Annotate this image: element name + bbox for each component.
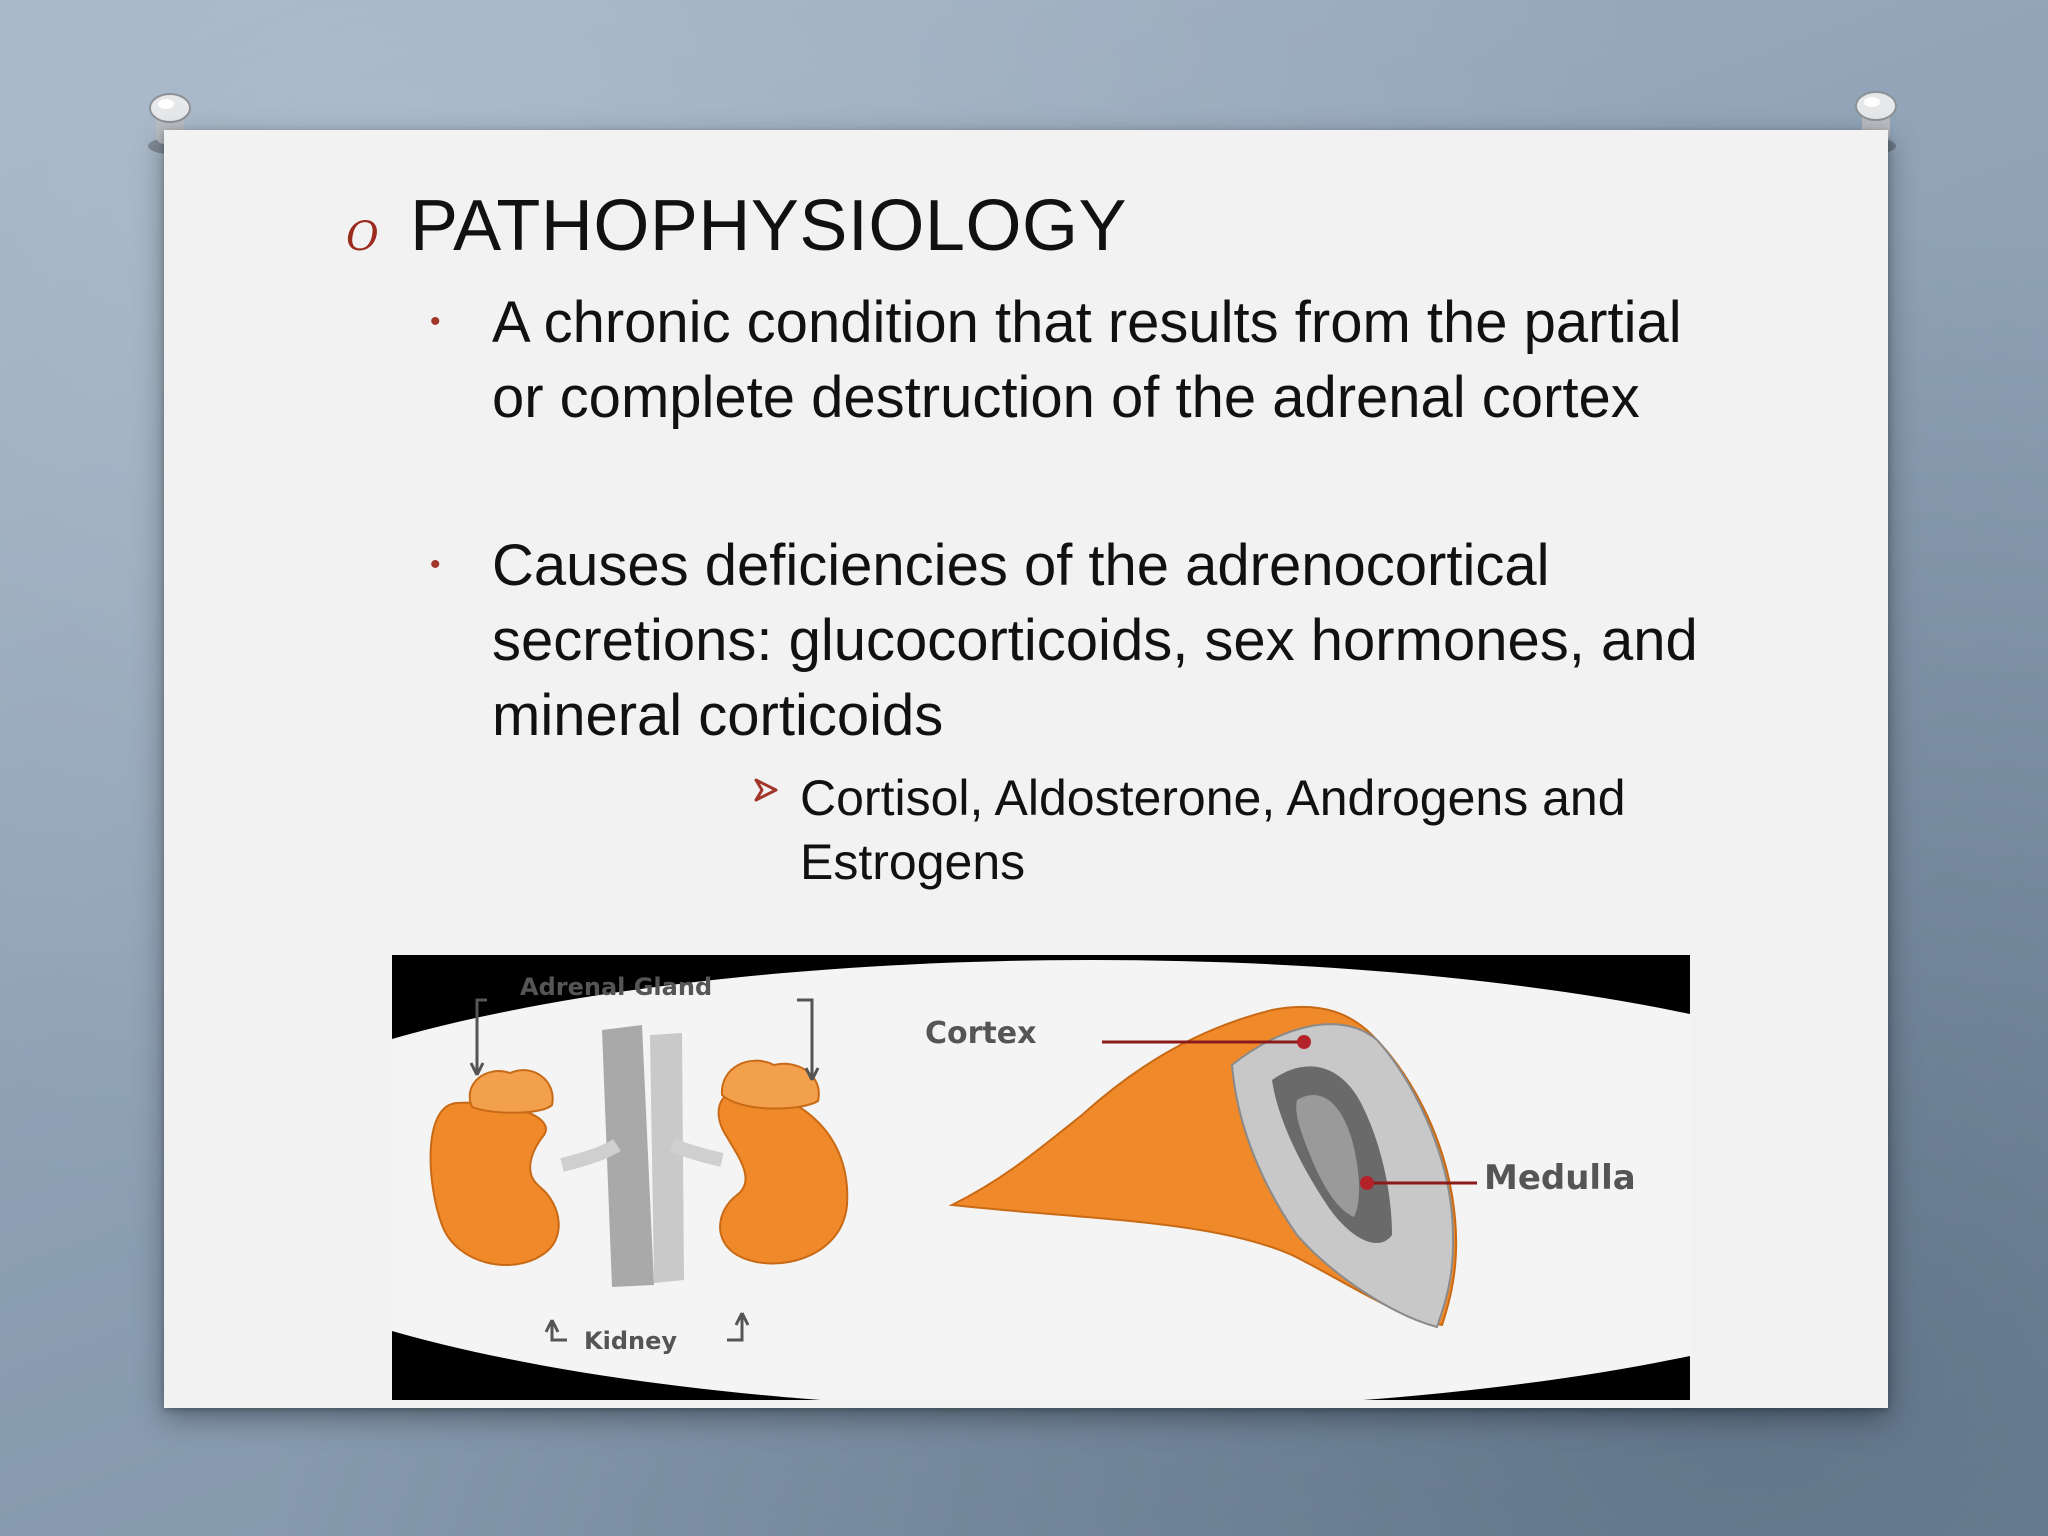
label-adrenal-gland: Adrenal Gland [520,973,713,1001]
bullet-dot-icon: • [430,305,441,338]
arrow-bullet-icon [752,776,780,804]
slide-heading [346,185,1127,267]
heading-marker-icon: O [346,214,379,260]
heading-title: PATHOPHYSIOLOGY [410,186,1127,266]
sub-bullet-text: Cortisol, Aldosterone, Androgens and Estrogens [800,770,1626,890]
cortex-marker-icon [1297,1035,1311,1049]
bullet-text: A chronic condition that results from the partial or complete destruction of the adrenal cortex [492,290,1682,430]
medulla-marker-icon [1360,1176,1374,1190]
label-cortex: Cortex [925,1016,1037,1051]
label-kidney: Kidney [584,1327,678,1355]
adrenal-gland-diagram [392,955,1690,1400]
label-medulla: Medulla [1484,1158,1636,1198]
bullet-item [430,528,1730,753]
sub-bullet-item [752,766,1712,894]
bullet-text: Causes deficiencies of the adrenocortical secretions: glucocorticoids, sex hormones, and mineral corticoids [492,533,1698,748]
bullet-dot-icon: • [430,548,441,581]
bullet-item [430,285,1730,435]
